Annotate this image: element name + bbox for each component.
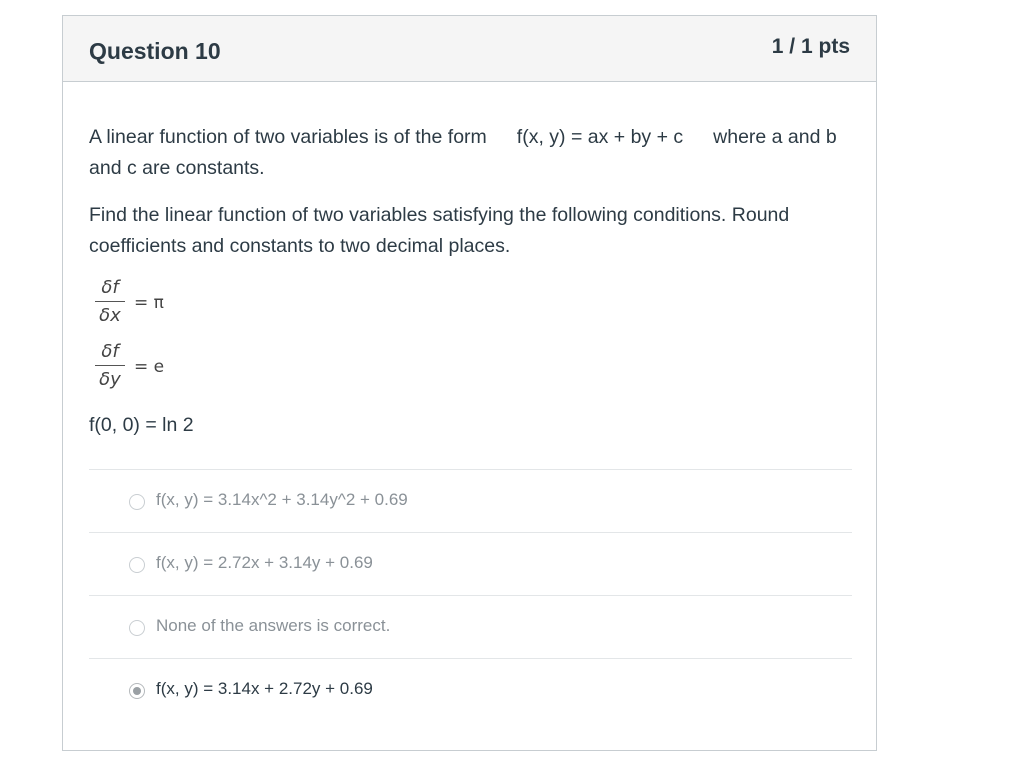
radio-button[interactable] xyxy=(129,557,145,573)
partial-y-fraction xyxy=(95,340,125,392)
answer-option-selected[interactable] xyxy=(89,658,852,721)
fraction-denominator: δx xyxy=(99,305,121,326)
intro-text-end: where a and b and c are constants. xyxy=(89,126,837,179)
question-title: Question 10 xyxy=(89,38,221,64)
partial-x-condition xyxy=(89,276,854,332)
fraction-numerator: δf xyxy=(101,277,119,298)
partial-x-fraction xyxy=(95,276,125,328)
answer-option[interactable] xyxy=(89,532,852,595)
answer-label[interactable]: None of the answers is correct. xyxy=(156,616,391,635)
answer-option[interactable] xyxy=(89,595,852,658)
answer-label[interactable]: f(x, y) = 3.14x^2 + 3.14y^2 + 0.69 xyxy=(156,490,408,509)
radio-button[interactable] xyxy=(129,620,145,636)
intro-text: A linear function of two variables is of the form xyxy=(89,126,487,148)
initial-condition: f(0, 0) = ln 2 xyxy=(89,414,194,436)
question-body xyxy=(89,122,854,441)
partial-y-condition xyxy=(89,340,854,396)
question-instruction: Find the linear function of two variables satisfying the following conditions. Round coefficients and constants to two decimal places. xyxy=(89,204,790,257)
partial-x-value: = π xyxy=(134,293,164,313)
question-points: 1 / 1 pts xyxy=(771,35,850,58)
answer-label[interactable]: f(x, y) = 2.72x + 3.14y + 0.69 xyxy=(156,553,373,572)
question-intro xyxy=(89,122,854,184)
fraction-numerator: δf xyxy=(101,341,119,362)
radio-button[interactable] xyxy=(129,494,145,510)
answer-option[interactable] xyxy=(89,469,852,532)
answer-label[interactable]: f(x, y) = 3.14x + 2.72y + 0.69 xyxy=(156,679,373,698)
fraction-bar xyxy=(95,301,125,302)
question-card xyxy=(62,15,877,751)
radio-button-checked[interactable] xyxy=(129,683,145,699)
partial-y-value: = e xyxy=(134,357,165,377)
question-header xyxy=(63,16,876,82)
fraction-bar xyxy=(95,365,125,366)
fraction-denominator: δy xyxy=(99,369,121,390)
answer-list xyxy=(89,469,852,721)
intro-formula: f(x, y) = ax + by + c xyxy=(516,126,684,148)
